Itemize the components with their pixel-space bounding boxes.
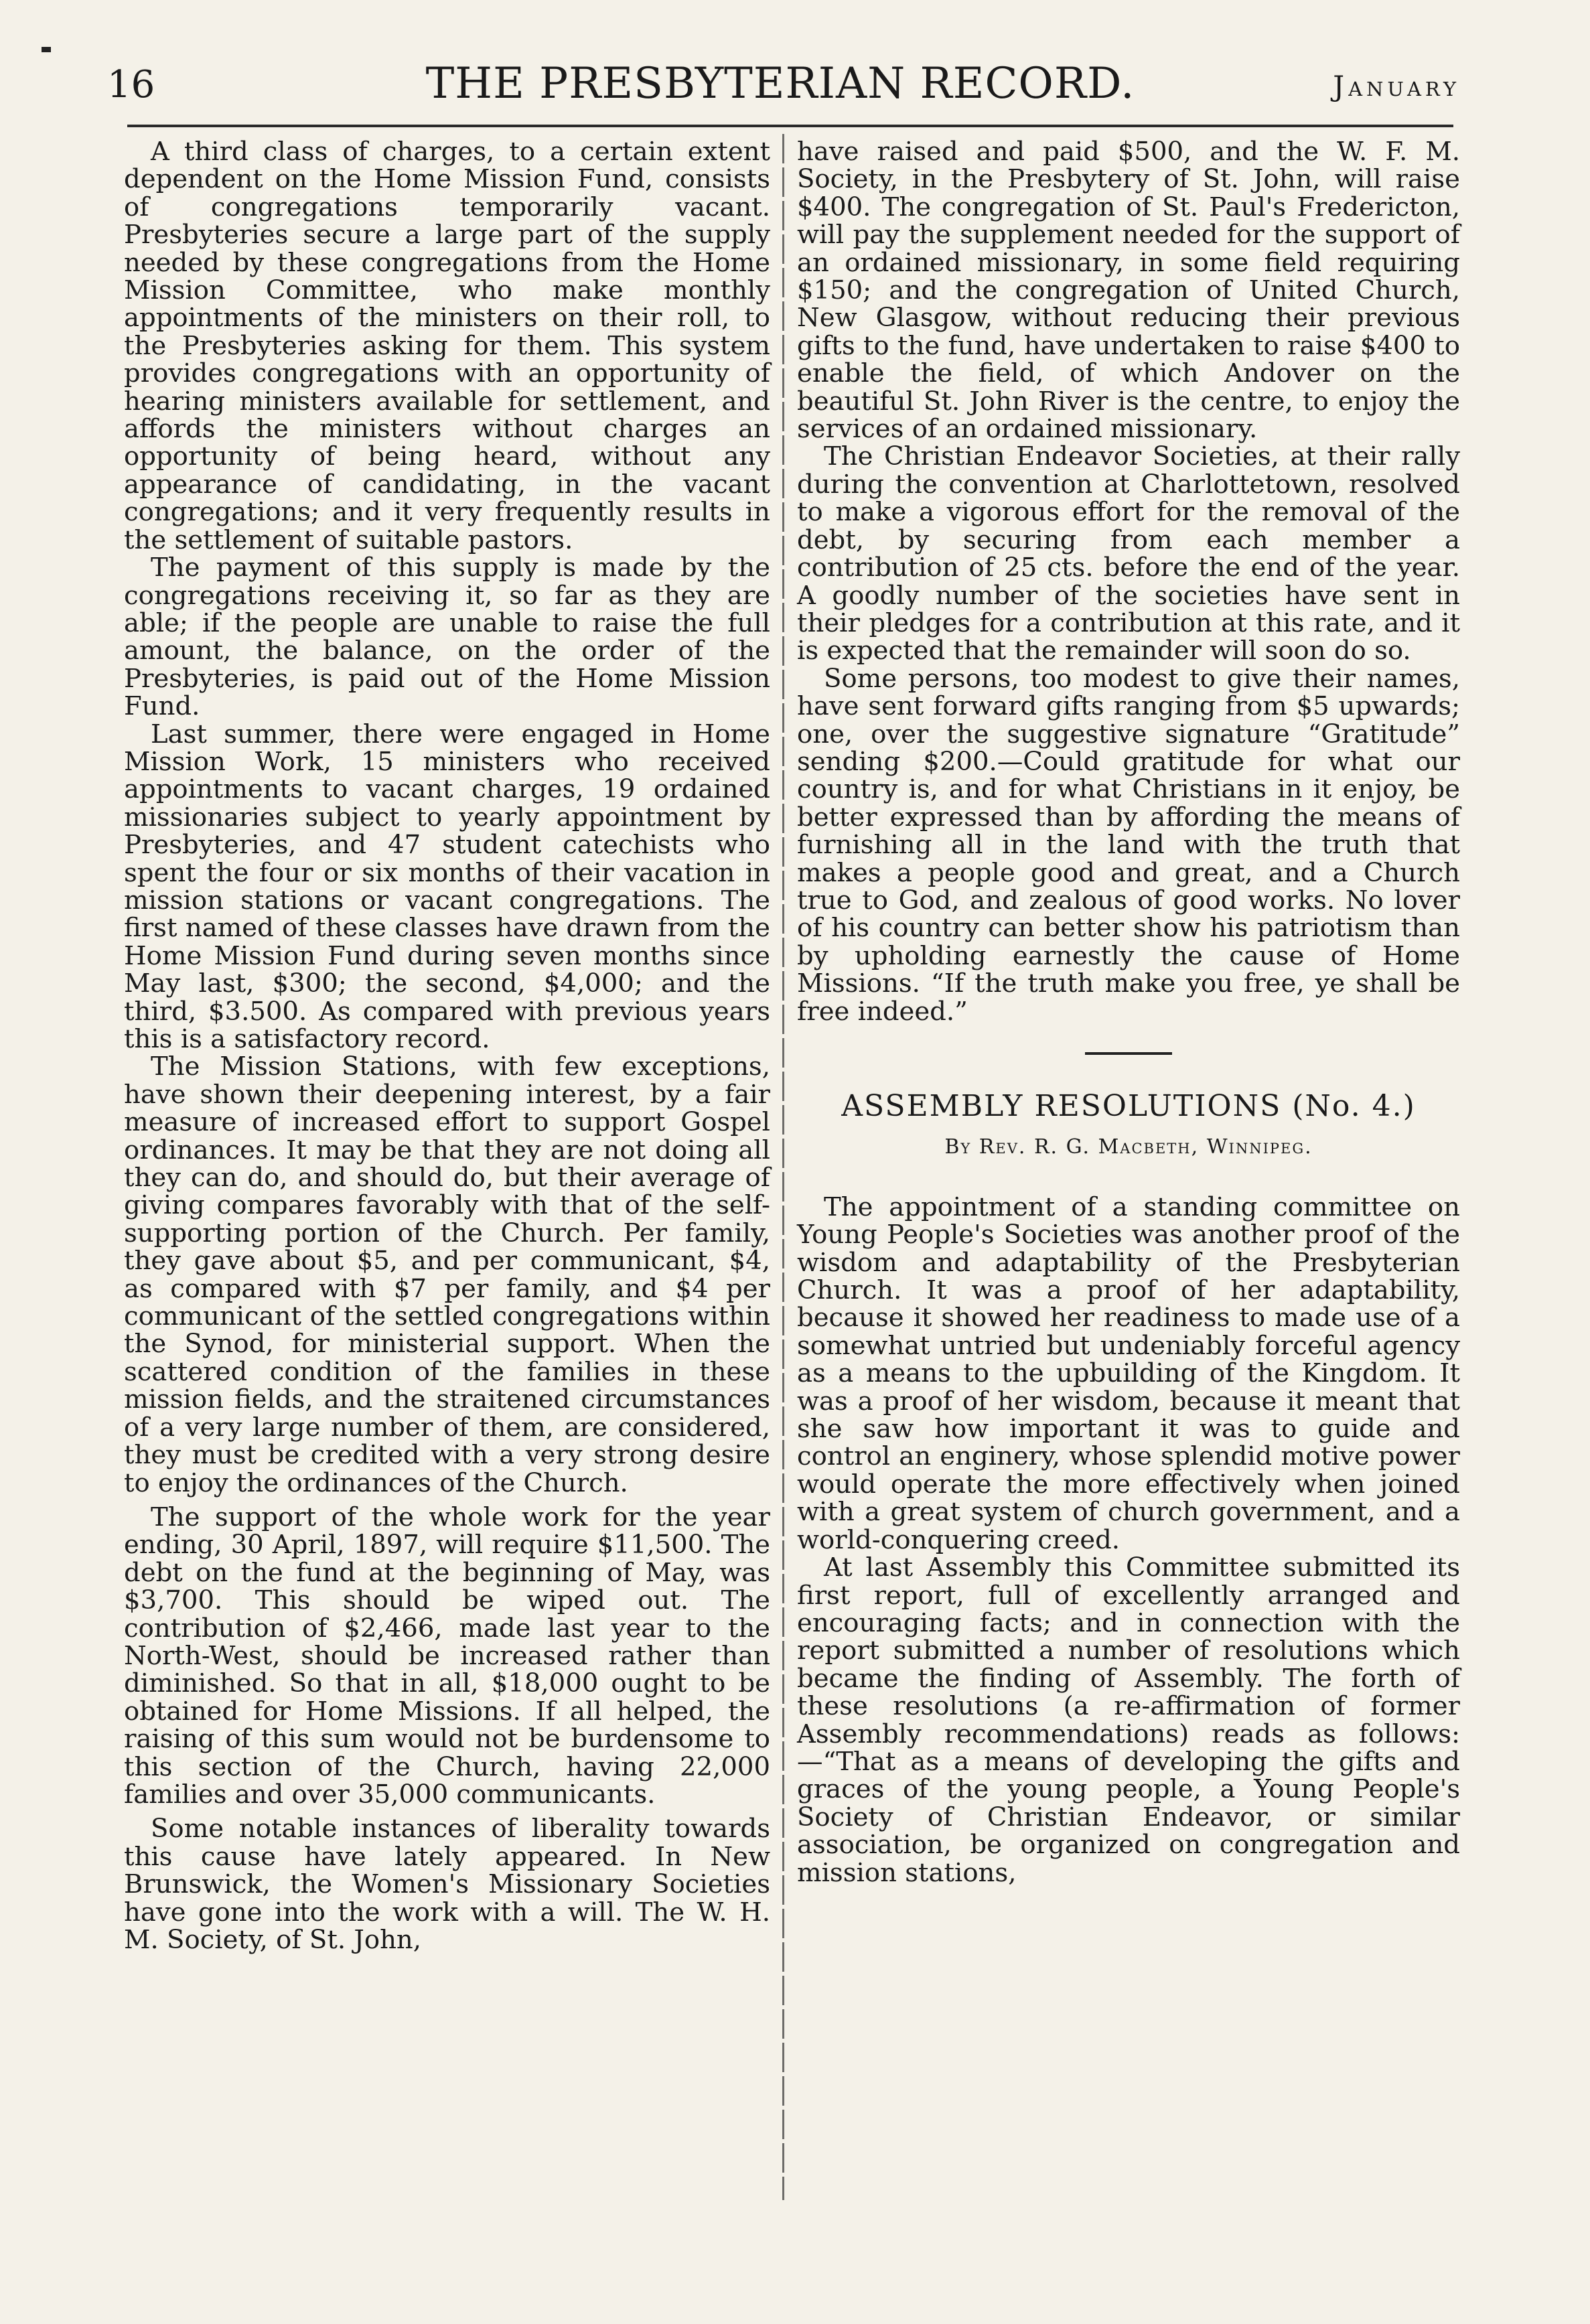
journal-title: THE PRESBYTERIAN RECORD. (425, 59, 1135, 108)
page-header (100, 58, 1460, 118)
paragraph: The Christian Endeavor Societies, at their rally during the convention at Charlottetown, resolved to make a vigorous effort for the removal of the debt, by securing from each member a contribution of 25 cts. before the end of the year. A goodly number of the societies have sent in their pledges for a contribution at this rate, and it is expected that the remainder will soon do so. (797, 441, 1460, 666)
header-rule (127, 125, 1453, 127)
column-divider (782, 134, 784, 2200)
right-column (797, 138, 1460, 1887)
paragraph: Some notable instances of liberality towards this cause have lately appeared. In New Brunswick, the Women's Missionary Societies have gone into the work with a will. The W. H. M. Society, of St. John, (124, 1814, 770, 1955)
section-title: ASSEMBLY RESOLUTIONS (No. 4.) (841, 1089, 1416, 1123)
paragraph: At last Assembly this Committee submitted its first report, full of excellently arranged and encouraging facts; and in connection with the report submitted a number of resolutions which became the finding of Assembly. The forth of these resolutions (a re-affirmation of former Assembly recommendations) reads as follows:—“That as a means of developing the gifts and graces of the young people, a Young People's Society of Christian Endeavor, or similar association, be organized on congregation and mission stations, (797, 1552, 1460, 1888)
left-column (124, 138, 770, 1954)
paragraph: Last summer, there were engaged in Home Mission Work, 15 ministers who received appointments to vacant charges, 19 ordained missionaries subject to yearly appointment by Presbyteries, and 47 student catechists who spent the four or six months of their vacation in mission stations or vacant congregations. The first named of these classes have drawn from the Home Mission Fund during seven months since May last, $300; the second, $4,000; and the third, $3.500. As compared with previous years this is a satisfactory record. (124, 719, 770, 1054)
page-number: 16 (107, 63, 155, 106)
paragraph: The appointment of a standing committee on Young People's Societies was another proof of the wisdom and adaptability of the Presbyterian Church. It was a proof of her adaptability, because it showed her readiness to made use of a somewhat untried but undeniably forceful agency as a means to the upbuilding of the Kingdom. It was a proof of her wisdom, because it meant that she saw how important it was to guide and control an enginery, whose splendid motive power would operate the more effectively when joined with a great system of church government, and a world-conquering creed. (797, 1191, 1460, 1555)
issue-month: January (1333, 70, 1460, 102)
paragraph: The support of the whole work for the year ending, 30 April, 1897, will require $11,500. The debt on the fund at the beginning of May, was $3,700. This should be wiped out. The contribution of $2,466, made last year to the North-West, should be increased rather than diminished. So that in all, $18,000 ought to be obtained for Home Missions. If all helped, the raising of this sum would not be burdensome to this section of the Church, having 22,000 families and over 35,000 communicants. (124, 1502, 770, 1810)
byline: By Rev. R. G. Macbeth, Winnipeg. (944, 1135, 1313, 1159)
paragraph: A third class of charges, to a certain extent dependent on the Home Mission Fund, consists of congregations temporarily vacant. Presbyteries secure a large part of the supply needed by these congregations from the Home Mission Committee, who make monthly appointments of the ministers on their roll, to the Presbyteries asking for them. This system provides congregations with an opportunity of hearing ministers available for settlement, and affords the ministers without charges an opportunity of being heard, without any appearance of candidating, in the vacant congregations; and it very frequently results in the settlement of suitable pastors. (124, 137, 770, 555)
paragraph: Some persons, too modest to give their names, have sent forward gifts ranging from $5 upwards; one, over the suggestive signature “Gratitude” sending $200.—Could gratitude for what our country is, and for what Christians in it enjoy, be better expressed than by affording the means of furnishing all in the land with the truth that makes a people good and great, and a Church true to God, and zealous of good works. No lover of his country can better show his patriotism than by upholding earnestly the cause of Home Missions. “If the truth make you free, ye shall be free indeed.” (797, 663, 1460, 1027)
print-mark (42, 47, 51, 52)
section-divider (1085, 1052, 1172, 1055)
paragraph: The Mission Stations, with few exceptions, have shown their deepening interest, by a fair measure of increased effort to support Gospel ordinances. It may be that they are not doing all they can do, and should do, but their average of giving compares favorably with that of the self-supporting portion of the Church. Per family, they gave about $5, and per communicant, $4, as compared with $7 per family, and $4 per communicant of the settled congregations within the Synod, for ministerial support. When the scattered condition of the families in these mission fields, and the straitened circumstances of a very large number of them, are considered, they must be credited with a very strong desire to enjoy the ordinances of the Church. (124, 1051, 770, 1498)
paragraph: have raised and paid $500, and the W. F. M. Society, in the Presbytery of St. John, will raise $400. The congregation of St. Paul's Fredericton, will pay the supplement needed for the support of an ordained missionary, in some field requiring $150; and the congregation of United Church, New Glasgow, without reducing their previous gifts to the fund, have undertaken to raise $400 to enable the field, of which Andover on the beautiful St. John River is the centre, to enjoy the services of an ordained missionary. (797, 137, 1460, 445)
paragraph: The payment of this supply is made by the congregations receiving it, so far as they are able; if the people are unable to raise the full amount, the balance, on the order of the Presbyteries, is paid out of the Home Mission Fund. (124, 553, 770, 722)
